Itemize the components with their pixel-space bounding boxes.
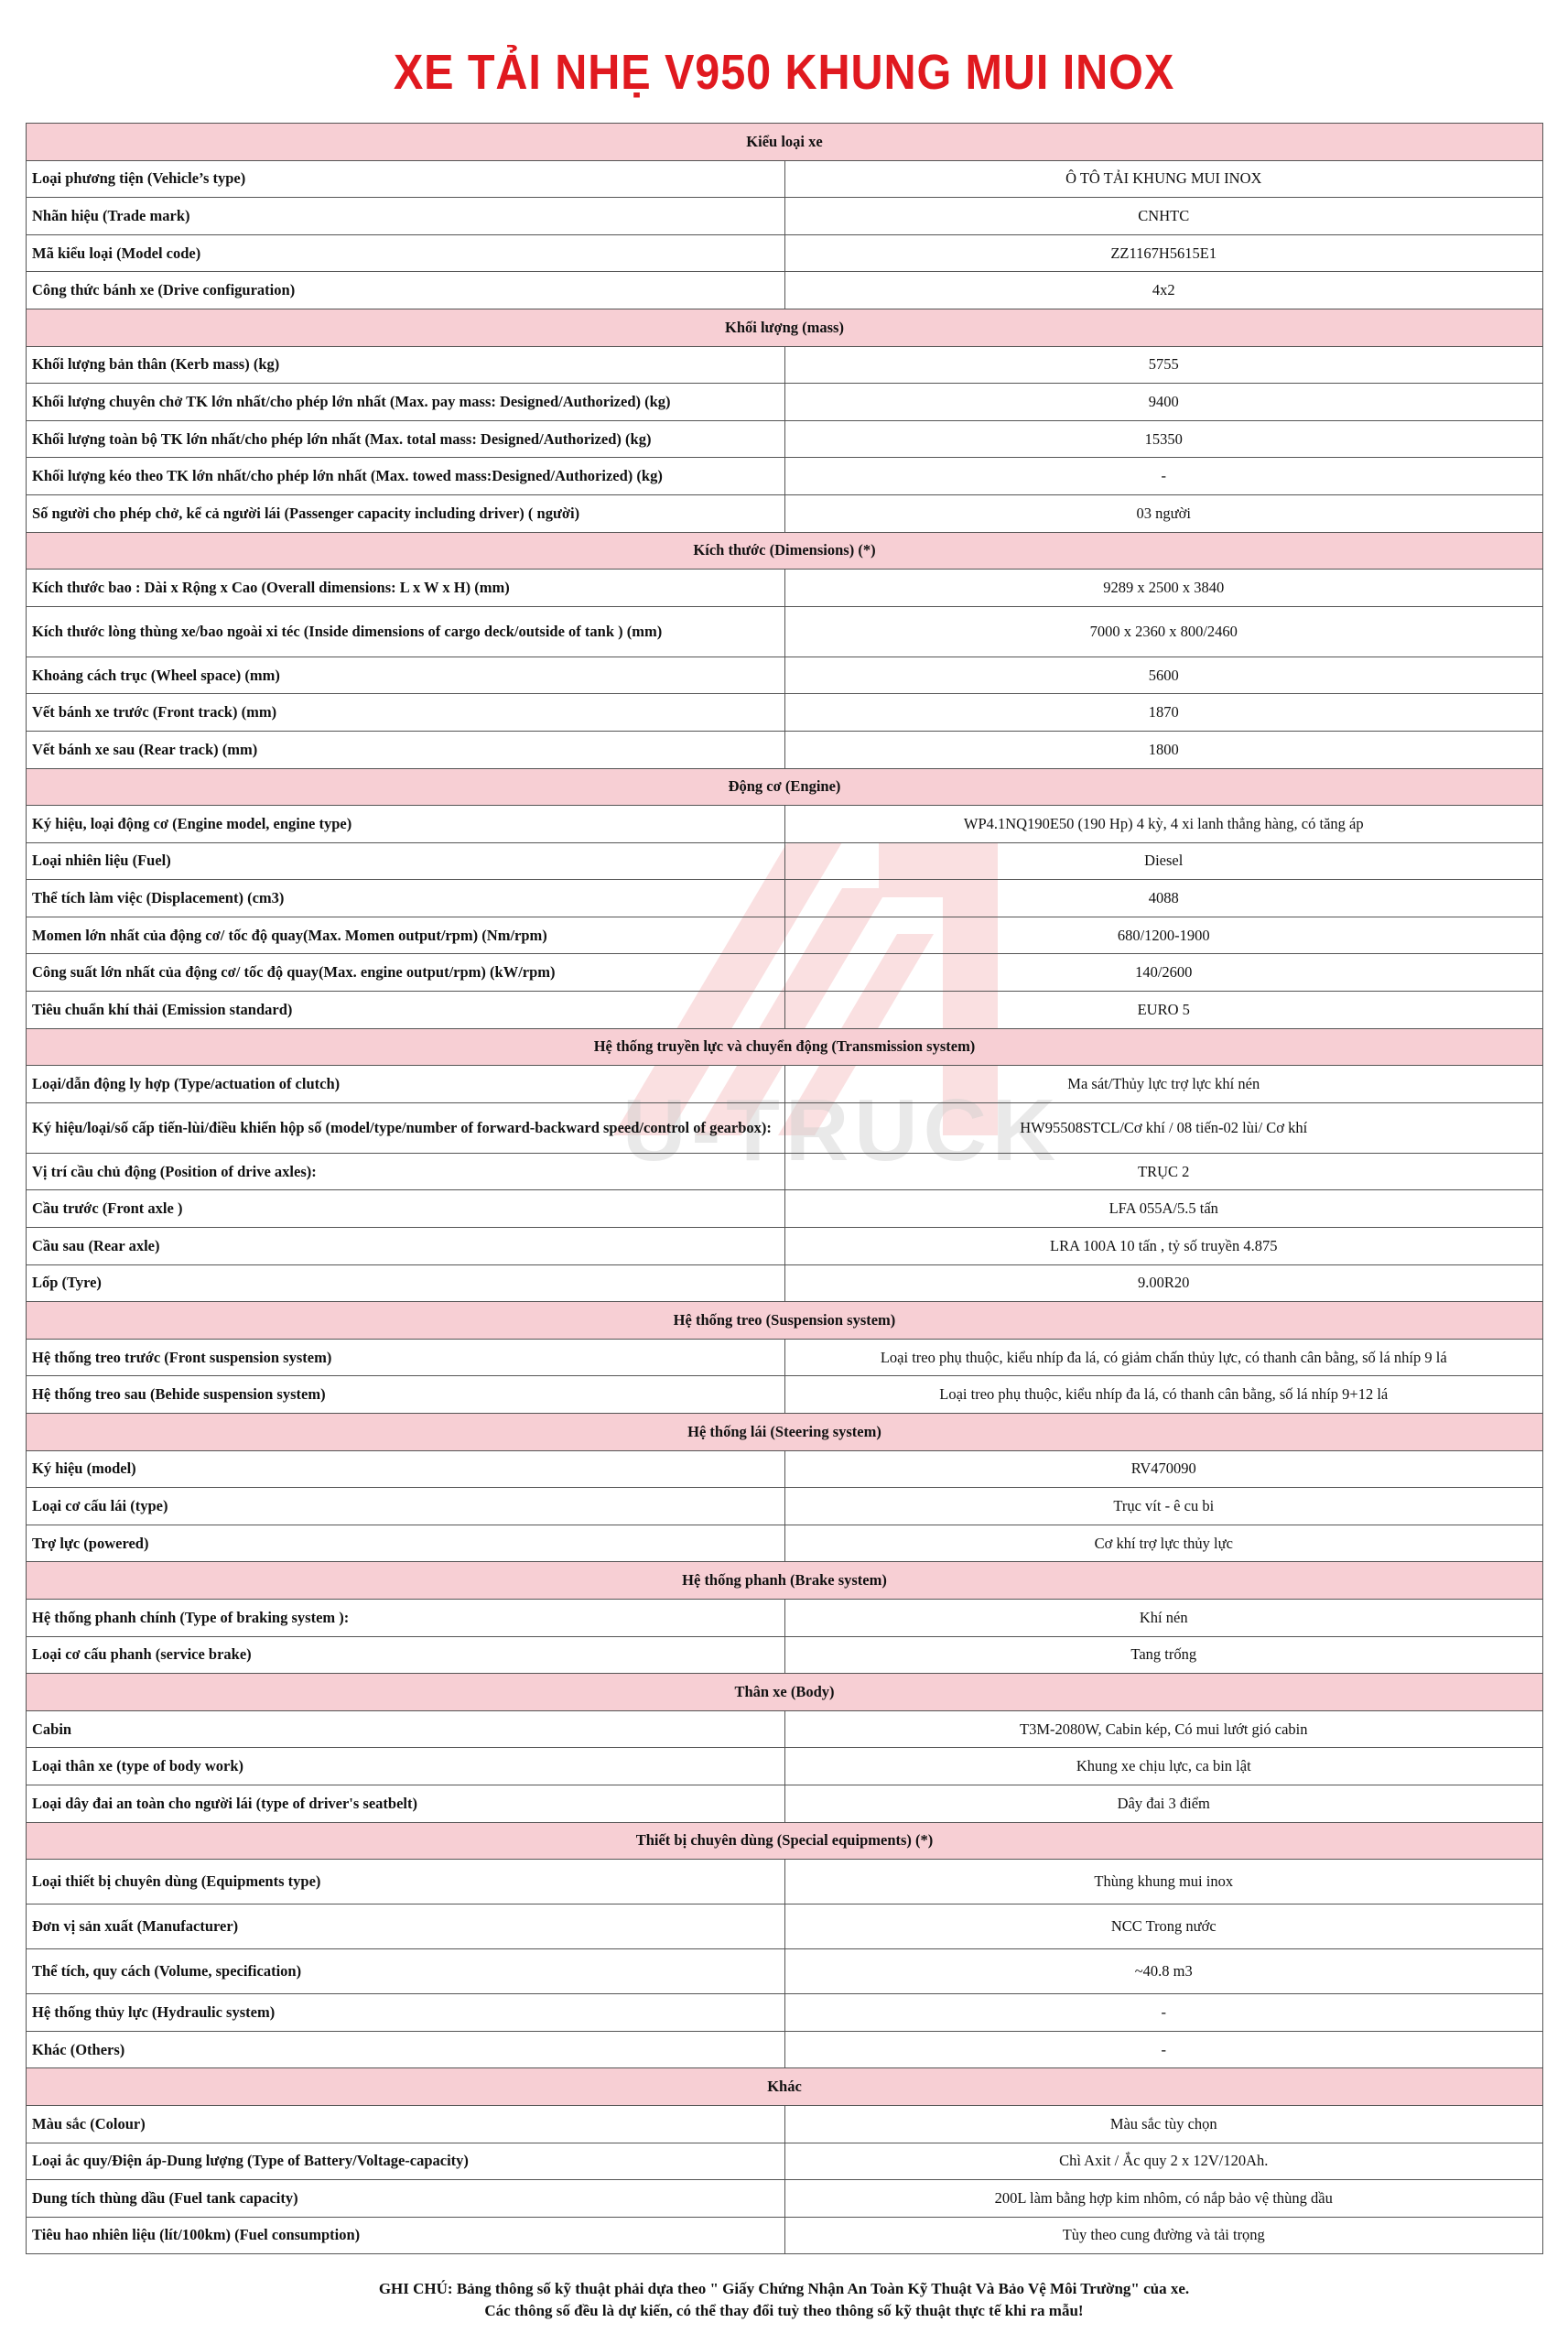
note-line-2: Các thông số đều là dự kiến, có thể thay đổi tuỳ theo thông số kỹ thuật thực tế khi ra mẫu! [484, 2302, 1084, 2319]
spec-label: Cầu sau (Rear axle) [27, 1228, 785, 1265]
section-header: Động cơ (Engine) [27, 768, 1543, 806]
spec-label: Ký hiệu/loại/số cấp tiến-lùi/điều khiển hộp số (model/type/number of forward-backward speed/control of gearbox): [27, 1102, 785, 1153]
table-row [27, 1264, 1543, 1302]
spec-value: RV470090 [784, 1450, 1543, 1488]
spec-value: 9400 [784, 384, 1543, 421]
spec-label: Trợ lực (powered) [27, 1525, 785, 1562]
spec-value: NCC Trong nước [784, 1904, 1543, 1949]
spec-value: 1800 [784, 731, 1543, 768]
spec-label: Khối lượng bản thân (Kerb mass) (kg) [27, 346, 785, 384]
table-row [27, 1904, 1543, 1949]
spec-value: T3M-2080W, Cabin kép, Có mui lướt gió cabin [784, 1710, 1543, 1748]
table-row [27, 992, 1543, 1029]
spec-label: Tiêu chuẩn khí thải (Emission standard) [27, 992, 785, 1029]
spec-label: Ký hiệu (model) [27, 1450, 785, 1488]
section-header: Khác [27, 2068, 1543, 2106]
table-row [27, 954, 1543, 992]
spec-value: Thùng khung mui inox [784, 1860, 1543, 1904]
note-line-1: GHI CHÚ: Bảng thông số kỹ thuật phải dựa theo " Giấy Chứng Nhận An Toàn Kỹ Thuật Và Bảo Vệ Môi Trường" của xe. [378, 2280, 1190, 2297]
spec-value: HW95508STCL/Cơ khí / 08 tiến-02 lùi/ Cơ khí [784, 1102, 1543, 1153]
section-header-row [27, 1822, 1543, 1860]
spec-value: Loại treo phụ thuộc, kiểu nhíp đa lá, có thanh cân bằng, số lá nhíp 9+12 lá [784, 1376, 1543, 1414]
spec-value: 680/1200-1900 [784, 917, 1543, 954]
table-row [27, 1860, 1543, 1904]
table-row [27, 1785, 1543, 1822]
spec-label: Khoảng cách trục (Wheel space) (mm) [27, 657, 785, 694]
spec-value: Cơ khí trợ lực thủy lực [784, 1525, 1543, 1562]
section-header-row [27, 532, 1543, 570]
table-row [27, 1066, 1543, 1103]
spec-table [26, 123, 1543, 2254]
spec-value: Chì Axit / Ắc quy 2 x 12V/120Ah. [784, 2143, 1543, 2180]
spec-label: Khối lượng chuyên chở TK lớn nhất/cho phép lớn nhất (Max. pay mass: Designed/Authorized) (kg) [27, 384, 785, 421]
spec-value: 03 người [784, 494, 1543, 532]
footer-note [0, 2278, 1568, 2322]
table-row [27, 234, 1543, 272]
spec-value: Màu sắc tùy chọn [784, 2105, 1543, 2143]
spec-label: Loại cơ cấu lái (type) [27, 1488, 785, 1525]
table-row [27, 1488, 1543, 1525]
spec-label: Ký hiệu, loại động cơ (Engine model, engine type) [27, 806, 785, 843]
table-row [27, 198, 1543, 235]
table-row [27, 1994, 1543, 2032]
spec-label: Vết bánh xe sau (Rear track) (mm) [27, 731, 785, 768]
spec-value: Khí nén [784, 1599, 1543, 1636]
table-row [27, 1450, 1543, 1488]
spec-value: Khung xe chịu lực, ca bin lật [784, 1748, 1543, 1785]
spec-value: - [784, 1994, 1543, 2032]
spec-label: Loại thiết bị chuyên dùng (Equipments type) [27, 1860, 785, 1904]
table-row [27, 1376, 1543, 1414]
spec-label: Hệ thống phanh chính (Type of braking system ): [27, 1599, 785, 1636]
spec-label: Loại phương tiện (Vehicle’s type) [27, 160, 785, 198]
spec-label: Dung tích thùng dầu (Fuel tank capacity) [27, 2180, 785, 2218]
spec-value: Ô TÔ TẢI KHUNG MUI INOX [784, 160, 1543, 198]
table-row [27, 2143, 1543, 2180]
section-header: Thiết bị chuyên dùng (Special equipments) (*) [27, 1822, 1543, 1860]
spec-value: 9289 x 2500 x 3840 [784, 570, 1543, 607]
spec-value: Trục vít - ê cu bi [784, 1488, 1543, 1525]
section-header: Kích thước (Dimensions) (*) [27, 532, 1543, 570]
table-row [27, 1710, 1543, 1748]
spec-label: Hệ thống treo sau (Behide suspension system) [27, 1376, 785, 1414]
spec-value: EURO 5 [784, 992, 1543, 1029]
spec-label: Loại dây đai an toàn cho người lái (type of driver's seatbelt) [27, 1785, 785, 1822]
section-header-row [27, 1562, 1543, 1600]
spec-label: Số người cho phép chở, kể cả người lái (Passenger capacity including driver) ( người) [27, 494, 785, 532]
spec-label: Khác (Others) [27, 2031, 785, 2068]
section-header-row [27, 1028, 1543, 1066]
spec-label: Khối lượng kéo theo TK lớn nhất/cho phép lớn nhất (Max. towed mass:Designed/Authorized) (kg) [27, 458, 785, 495]
table-row [27, 1949, 1543, 1994]
section-header-row [27, 768, 1543, 806]
spec-value: 7000 x 2360 x 800/2460 [784, 606, 1543, 657]
table-row [27, 917, 1543, 954]
spec-label: Thể tích, quy cách (Volume, specification) [27, 1949, 785, 1994]
spec-value: Ma sát/Thủy lực trợ lực khí nén [784, 1066, 1543, 1103]
spec-label: Kích thước lòng thùng xe/bao ngoài xi téc (Inside dimensions of cargo deck/outside of tank ) (mm) [27, 606, 785, 657]
section-header: Hệ thống truyền lực và chuyển động (Transmission system) [27, 1028, 1543, 1066]
spec-label: Màu sắc (Colour) [27, 2105, 785, 2143]
spec-value: 4x2 [784, 272, 1543, 309]
table-row [27, 494, 1543, 532]
spec-label: Loại thân xe (type of body work) [27, 1748, 785, 1785]
spec-value: WP4.1NQ190E50 (190 Hp) 4 kỳ, 4 xi lanh thẳng hàng, có tăng áp [784, 806, 1543, 843]
spec-label: Khối lượng toàn bộ TK lớn nhất/cho phép lớn nhất (Max. total mass: Designed/Authorized) (kg) [27, 420, 785, 458]
spec-label: Mã kiểu loại (Model code) [27, 234, 785, 272]
table-row [27, 842, 1543, 880]
watermark-text: U-TRUCK [622, 1081, 1062, 1179]
spec-value: 1870 [784, 694, 1543, 732]
section-header: Hệ thống lái (Steering system) [27, 1414, 1543, 1451]
section-header-row [27, 2068, 1543, 2106]
table-row [27, 1339, 1543, 1376]
spec-value: 9.00R20 [784, 1264, 1543, 1302]
spec-value: CNHTC [784, 198, 1543, 235]
table-row [27, 458, 1543, 495]
table-row [27, 1228, 1543, 1265]
spec-label: Loại cơ cấu phanh (service brake) [27, 1636, 785, 1674]
table-row [27, 657, 1543, 694]
spec-value: Dây đai 3 điểm [784, 1785, 1543, 1822]
spec-value: TRỤC 2 [784, 1153, 1543, 1190]
table-row [27, 346, 1543, 384]
spec-label: Kích thước bao : Dài x Rộng x Cao (Overall dimensions: L x W x H) (mm) [27, 570, 785, 607]
spec-value: Tang trống [784, 1636, 1543, 1674]
section-header-row [27, 1674, 1543, 1711]
table-row [27, 272, 1543, 309]
page-title: XE TẢI NHẸ V950 KHUNG MUI INOX [393, 45, 1175, 100]
spec-label: Đơn vị sản xuất (Manufacturer) [27, 1904, 785, 1949]
spec-value: LFA 055A/5.5 tấn [784, 1190, 1543, 1228]
table-row [27, 606, 1543, 657]
spec-value: 5755 [784, 346, 1543, 384]
table-row [27, 160, 1543, 198]
spec-value: 5600 [784, 657, 1543, 694]
spec-value: Loại treo phụ thuộc, kiểu nhíp đa lá, có giảm chấn thủy lực, có thanh cân bằng, số lá nhíp 9 lá [784, 1339, 1543, 1376]
spec-label: Loại/dẫn động ly hợp (Type/actuation of clutch) [27, 1066, 785, 1103]
spec-value: Tùy theo cung đường và tải trọng [784, 2217, 1543, 2254]
spec-label: Hệ thống treo trước (Front suspension system) [27, 1339, 785, 1376]
spec-label: Cabin [27, 1710, 785, 1748]
section-header-row [27, 309, 1543, 346]
spec-label: Thể tích làm việc (Displacement) (cm3) [27, 880, 785, 917]
section-header: Kiểu loại xe [27, 124, 1543, 161]
table-row [27, 1153, 1543, 1190]
spec-value: 15350 [784, 420, 1543, 458]
section-header-row [27, 1302, 1543, 1340]
spec-value: - [784, 458, 1543, 495]
section-header: Hệ thống treo (Suspension system) [27, 1302, 1543, 1340]
section-header: Khối lượng (mass) [27, 309, 1543, 346]
spec-label: Loại ắc quy/Điện áp-Dung lượng (Type of Battery/Voltage-capacity) [27, 2143, 785, 2180]
table-row [27, 2105, 1543, 2143]
spec-label: Vết bánh xe trước (Front track) (mm) [27, 694, 785, 732]
section-header: Hệ thống phanh (Brake system) [27, 1562, 1543, 1600]
spec-value: ~40.8 m3 [784, 1949, 1543, 1994]
spec-label: Hệ thống thủy lực (Hydraulic system) [27, 1994, 785, 2032]
spec-label: Tiêu hao nhiên liệu (lít/100km) (Fuel consumption) [27, 2217, 785, 2254]
spec-label: Công suất lớn nhất của động cơ/ tốc độ quay(Max. engine output/rpm) (kW/rpm) [27, 954, 785, 992]
spec-value: ZZ1167H5615E1 [784, 234, 1543, 272]
table-row [27, 694, 1543, 732]
spec-value: 4088 [784, 880, 1543, 917]
spec-value: 200L làm bằng hợp kim nhôm, có nắp bảo vệ thùng dầu [784, 2180, 1543, 2218]
spec-label: Nhãn hiệu (Trade mark) [27, 198, 785, 235]
spec-value: LRA 100A 10 tấn , tỷ số truyền 4.875 [784, 1228, 1543, 1265]
section-header-row [27, 1414, 1543, 1451]
spec-label: Momen lớn nhất của động cơ/ tốc độ quay(Max. Momen output/rpm) (Nm/rpm) [27, 917, 785, 954]
table-row [27, 384, 1543, 421]
table-row [27, 1190, 1543, 1228]
spec-label: Cầu trước (Front axle ) [27, 1190, 785, 1228]
table-row [27, 2217, 1543, 2254]
table-row [27, 570, 1543, 607]
spec-label: Loại nhiên liệu (Fuel) [27, 842, 785, 880]
spec-value: - [784, 2031, 1543, 2068]
table-row [27, 731, 1543, 768]
table-row [27, 1748, 1543, 1785]
table-row [27, 806, 1543, 843]
spec-label: Công thức bánh xe (Drive configuration) [27, 272, 785, 309]
table-row [27, 1599, 1543, 1636]
section-header-row [27, 124, 1543, 161]
spec-value: 140/2600 [784, 954, 1543, 992]
table-row [27, 2180, 1543, 2218]
section-header: Thân xe (Body) [27, 1674, 1543, 1711]
table-row [27, 880, 1543, 917]
spec-label: Vị trí cầu chủ động (Position of drive axles): [27, 1153, 785, 1190]
table-row [27, 420, 1543, 458]
table-row [27, 1525, 1543, 1562]
table-row [27, 1636, 1543, 1674]
table-row [27, 2031, 1543, 2068]
table-row [27, 1102, 1543, 1153]
spec-value: Diesel [784, 842, 1543, 880]
spec-label: Lốp (Tyre) [27, 1264, 785, 1302]
